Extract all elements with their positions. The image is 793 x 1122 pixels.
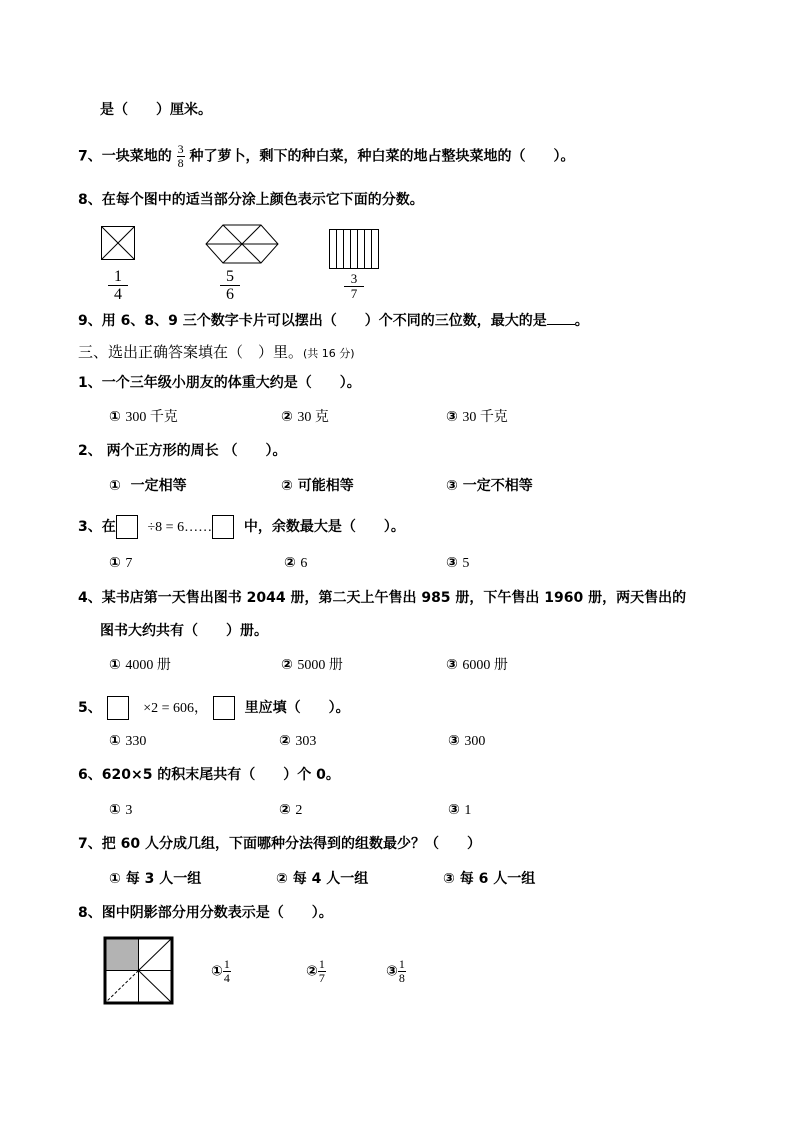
- shaded-square-figure: [102, 935, 174, 1005]
- mc7-option-3[interactable]: ③ 每 6 人一组: [443, 871, 536, 887]
- mc-question-5: 5、 ×2 = 606， 里应填（ ）。: [78, 696, 350, 720]
- fraction-five-sixths: 5 6: [220, 268, 240, 303]
- answer-blank[interactable]: [547, 310, 575, 325]
- mc4-option-1[interactable]: ① 4000 册: [109, 657, 171, 673]
- mc1-option-2[interactable]: ② 30 克: [281, 409, 329, 425]
- striped-rectangle-figure: [329, 229, 379, 269]
- mc8-option-1[interactable]: ① $\frac{1}{4}$: [211, 957, 230, 985]
- mc3-option-2[interactable]: ② 6: [284, 555, 308, 571]
- mc-question-6: 6、620×5 的积末尾共有（ ）个 0。: [78, 767, 340, 783]
- mc-question-1: 1、一个三年级小朋友的体重大约是（ ）。: [78, 375, 361, 391]
- section-3-title: 三、选出正确答案填在（ ）里。: [78, 343, 304, 361]
- mc2-option-2[interactable]: ② 可能相等: [281, 478, 354, 494]
- mc1-option-3[interactable]: ③ 30 千克: [446, 409, 508, 425]
- mc2-option-3[interactable]: ③ 一定不相等: [446, 478, 533, 494]
- question-8: 8、在每个图中的适当部分涂上颜色表示它下面的分数。: [78, 192, 424, 208]
- mc2-option-1[interactable]: ① 一定相等: [109, 478, 187, 494]
- mc3-option-1[interactable]: ① 7: [109, 555, 133, 571]
- mc6-option-2[interactable]: ② 2: [279, 802, 303, 818]
- mc4-option-2[interactable]: ② 5000 册: [281, 657, 343, 673]
- mc7-option-2[interactable]: ② 每 4 人一组: [276, 871, 369, 887]
- fraction-one-quarter: 1 4: [108, 268, 128, 303]
- mc-question-2: 2、 两个正方形的周长 （ ）。: [78, 443, 287, 459]
- q7-prefix: 7、一块菜地的: [78, 148, 172, 165]
- mc5-option-1[interactable]: ① 330: [109, 733, 147, 749]
- factor-box[interactable]: [107, 696, 129, 720]
- mc-question-8: 8、图中阴影部分用分数表示是（ ）。: [78, 905, 333, 921]
- mc3-option-3[interactable]: ③ 5: [446, 555, 470, 571]
- mc8-option-2[interactable]: ② $\frac{1}{7}$: [306, 957, 325, 985]
- mc6-option-3[interactable]: ③ 1: [448, 802, 472, 818]
- hexagon-figure: [205, 224, 279, 264]
- fraction-three-sevenths: 3 7: [344, 272, 364, 301]
- mc5-option-2[interactable]: ② 303: [279, 733, 317, 749]
- q7-fraction: $\frac{3}{8}$: [177, 142, 184, 170]
- mc-question-3: 3、在 ÷8 = 6…… 中，余数最大是（ ）。: [78, 515, 405, 539]
- section-3-points: (共 16 分): [303, 347, 355, 360]
- mc6-option-1[interactable]: ① 3: [109, 802, 133, 818]
- square-x-figure: [101, 226, 135, 260]
- mc4-option-3[interactable]: ③ 6000 册: [446, 657, 508, 673]
- mc-question-4: 4、某书店第一天售出图书 2044 册，第二天上午售出 985 册，下午售出 1960 册，两天售出的: [78, 590, 687, 606]
- mc5-option-3[interactable]: ③ 300: [448, 733, 486, 749]
- mc-question-7: 7、把 60 人分成几组，下面哪种分法得到的组数最少？（ ）: [78, 836, 481, 852]
- section-3-header: [78, 342, 355, 364]
- mc-question-4-cont: 图书大约共有（ ）册。: [100, 623, 268, 639]
- dividend-box[interactable]: [116, 515, 138, 539]
- mc7-option-1[interactable]: ① 每 3 人一组: [109, 871, 202, 887]
- mc8-option-3[interactable]: ③ $\frac{1}{8}$: [386, 957, 405, 985]
- q7-suffix: 种了萝卜，剩下的种白菜，种白菜的地占整块菜地的（ ）。: [189, 148, 575, 165]
- mc1-option-1[interactable]: ① 300 千克: [109, 409, 178, 425]
- question-9: 9、用 6、8、9 三个数字卡片可以摆出（ ）个不同的三位数，最大的是 。: [78, 310, 589, 331]
- answer-box[interactable]: [213, 696, 235, 720]
- question-7: [78, 143, 575, 170]
- remainder-box[interactable]: [212, 515, 234, 539]
- q6-continuation: 是（ ）厘米。: [100, 102, 212, 118]
